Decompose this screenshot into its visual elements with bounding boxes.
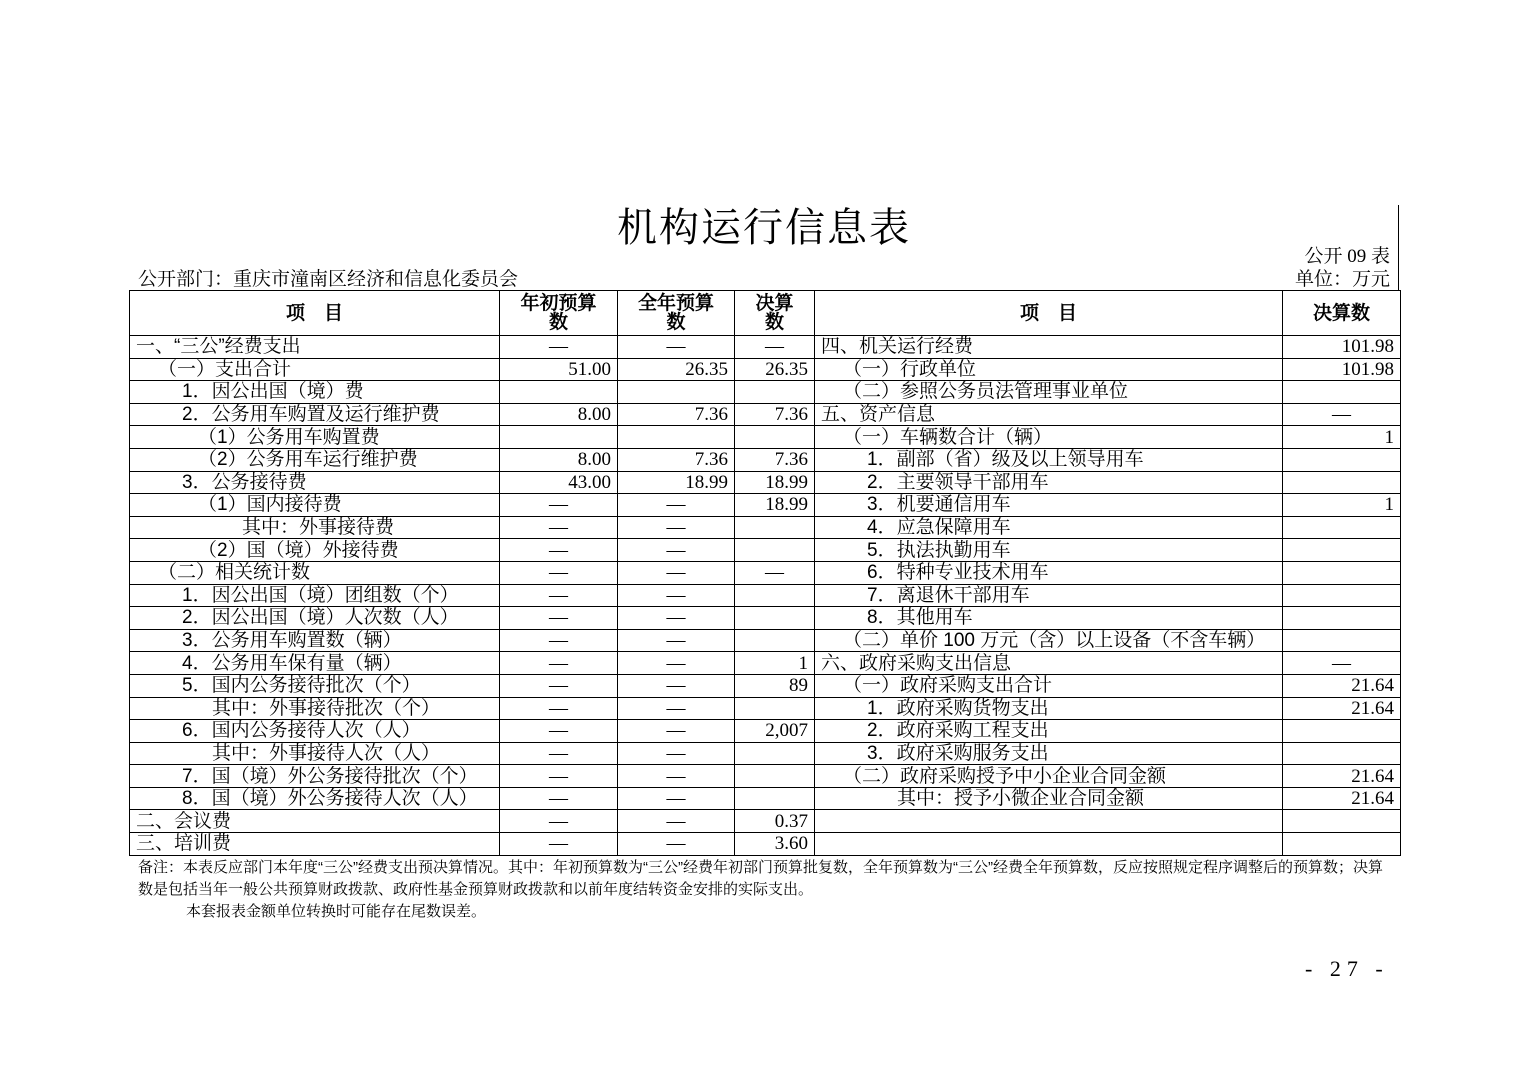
right-value-cell: [1283, 607, 1401, 630]
table-row: [130, 516, 1401, 539]
final-cell: 89: [735, 674, 815, 697]
right-item-cell: （一）政府采购支出合计: [815, 674, 1283, 697]
right-value-cell: 1: [1283, 494, 1401, 517]
table-header-row: [130, 291, 1401, 336]
right-value-cell: 21.64: [1283, 674, 1401, 697]
table-row: [130, 742, 1401, 765]
left-item-cell: 6．国内公务接待人次（人）: [130, 720, 500, 743]
final-cell: 0.37: [735, 810, 815, 833]
final-cell: —: [735, 336, 815, 359]
right-item-cell: 3．政府采购服务支出: [815, 742, 1283, 765]
right-item-cell: 2．政府采购工程支出: [815, 720, 1283, 743]
left-item-cell: 7．国（境）外公务接待批次（个）: [130, 765, 500, 788]
right-item-cell: 5．执法执勤用车: [815, 539, 1283, 562]
final-cell: [735, 426, 815, 449]
budget-initial-cell: —: [500, 742, 618, 765]
budget-initial-cell: —: [500, 652, 618, 675]
table-row: [130, 697, 1401, 720]
final-cell: [735, 765, 815, 788]
budget-initial-cell: 43.00: [500, 471, 618, 494]
left-item-cell: 8．国（境）外公务接待人次（人）: [130, 787, 500, 810]
budget-initial-cell: —: [500, 787, 618, 810]
border-line: [1398, 205, 1399, 290]
left-item-cell: （2）公务用车运行维护费: [130, 448, 500, 471]
budget-initial-cell: 8.00: [500, 448, 618, 471]
right-value-cell: [1283, 629, 1401, 652]
budget-initial-cell: 51.00: [500, 358, 618, 381]
budget-initial-cell: —: [500, 561, 618, 584]
left-item-cell: （1）公务用车购置费: [130, 426, 500, 449]
right-item-cell: （二）政府采购授予中小企业合同金额: [815, 765, 1283, 788]
header-final-label: 决算数: [755, 293, 794, 333]
table-row: [130, 561, 1401, 584]
right-value-cell: [1283, 584, 1401, 607]
table-row: [130, 833, 1401, 856]
left-item-cell: 2．公务用车购置及运行维护费: [130, 403, 500, 426]
header-final: [735, 291, 815, 336]
budget-full-cell: —: [618, 787, 735, 810]
budget-initial-cell: —: [500, 336, 618, 359]
right-item-cell: （一）行政单位: [815, 358, 1283, 381]
left-item-cell: 5．国内公务接待批次（个）: [130, 674, 500, 697]
final-cell: [735, 629, 815, 652]
right-value-cell: [1283, 720, 1401, 743]
budget-full-cell: —: [618, 539, 735, 562]
table-row: [130, 810, 1401, 833]
final-cell: [735, 584, 815, 607]
right-value-cell: 1: [1283, 426, 1401, 449]
budget-full-cell: —: [618, 494, 735, 517]
left-item-cell: 其中：外事接待费: [130, 516, 500, 539]
budget-full-cell: —: [618, 674, 735, 697]
table-row: [130, 494, 1401, 517]
right-item-cell: （二）单价 100 万元（含）以上设备（不含车辆）: [815, 629, 1283, 652]
left-item-cell: 4．公务用车保有量（辆）: [130, 652, 500, 675]
right-item-cell: （一）车辆数合计（辆）: [815, 426, 1283, 449]
left-item-cell: 1．因公出国（境）团组数（个）: [130, 584, 500, 607]
right-item-cell: 四、机关运行经费: [815, 336, 1283, 359]
table-row: [130, 629, 1401, 652]
page-title: 机构运行信息表: [617, 206, 911, 250]
right-value-cell: —: [1283, 403, 1401, 426]
budget-full-cell: [618, 426, 735, 449]
budget-full-cell: 7.36: [618, 448, 735, 471]
table-row: [130, 426, 1401, 449]
budget-initial-cell: —: [500, 697, 618, 720]
table-row: [130, 448, 1401, 471]
unit-label: 单位：万元: [1294, 269, 1390, 290]
right-item-cell: 6．特种专业技术用车: [815, 561, 1283, 584]
budget-full-cell: —: [618, 697, 735, 720]
final-cell: [735, 607, 815, 630]
budget-full-cell: —: [618, 742, 735, 765]
right-value-cell: [1283, 539, 1401, 562]
right-item-cell: 1．副部（省）级及以上领导用车: [815, 448, 1283, 471]
left-item-cell: （一）支出合计: [130, 358, 500, 381]
budget-initial-cell: —: [500, 810, 618, 833]
final-cell: [735, 787, 815, 810]
budget-full-cell: 7.36: [618, 403, 735, 426]
table-row: [130, 765, 1401, 788]
left-item-cell: （2）国（境）外接待费: [130, 539, 500, 562]
budget-initial-cell: [500, 426, 618, 449]
header-budget-initial: [500, 291, 618, 336]
left-item-cell: 3．公务用车购置数（辆）: [130, 629, 500, 652]
table-row: [130, 381, 1401, 404]
page-number: - 27 -: [1305, 956, 1389, 981]
table-row: [130, 720, 1401, 743]
budget-initial-cell: —: [500, 539, 618, 562]
right-value-cell: —: [1283, 652, 1401, 675]
final-cell: 1: [735, 652, 815, 675]
table-row: [130, 584, 1401, 607]
left-item-cell: 一、“三公”经费支出: [130, 336, 500, 359]
table-row: [130, 336, 1401, 359]
final-cell: [735, 381, 815, 404]
budget-initial-cell: 8.00: [500, 403, 618, 426]
table-row: [130, 358, 1401, 381]
right-value-cell: [1283, 381, 1401, 404]
table-row: [130, 652, 1401, 675]
budget-full-cell: —: [618, 833, 735, 856]
right-value-cell: [1283, 471, 1401, 494]
final-cell: —: [735, 561, 815, 584]
left-item-cell: 其中：外事接待批次（个）: [130, 697, 500, 720]
right-item-cell: 2．主要领导干部用车: [815, 471, 1283, 494]
right-value-cell: 21.64: [1283, 787, 1401, 810]
right-item-cell: （二）参照公务员法管理事业单位: [815, 381, 1283, 404]
left-item-cell: 3．公务接待费: [130, 471, 500, 494]
budget-full-cell: —: [618, 584, 735, 607]
final-cell: 7.36: [735, 448, 815, 471]
left-item-cell: 三、培训费: [130, 833, 500, 856]
right-value-cell: [1283, 516, 1401, 539]
budget-full-cell: —: [618, 720, 735, 743]
table-row: [130, 607, 1401, 630]
right-value-cell: 21.64: [1283, 697, 1401, 720]
right-value-cell: 21.64: [1283, 765, 1401, 788]
budget-initial-cell: —: [500, 720, 618, 743]
budget-full-cell: —: [618, 765, 735, 788]
budget-initial-cell: —: [500, 607, 618, 630]
left-item-cell: （1）国内接待费: [130, 494, 500, 517]
left-item-cell: 1．因公出国（境）费: [130, 381, 500, 404]
right-value-cell: [1283, 448, 1401, 471]
final-cell: 3.60: [735, 833, 815, 856]
final-cell: [735, 539, 815, 562]
final-cell: [735, 697, 815, 720]
rounding-note: 本套报表金额单位转换时可能存在尾数误差。: [186, 903, 487, 920]
left-item-cell: （二）相关统计数: [130, 561, 500, 584]
header-budget-full-label: 全年预算数: [637, 293, 714, 333]
right-item-cell: 8．其他用车: [815, 607, 1283, 630]
right-value-cell: [1283, 833, 1401, 856]
budget-full-cell: —: [618, 652, 735, 675]
right-item-cell: 1．政府采购货物支出: [815, 697, 1283, 720]
table-row: [130, 471, 1401, 494]
left-item-cell: 二、会议费: [130, 810, 500, 833]
final-cell: 26.35: [735, 358, 815, 381]
final-cell: 18.99: [735, 494, 815, 517]
header-final-right: 决算数: [1283, 291, 1401, 336]
table-row: [130, 674, 1401, 697]
budget-initial-cell: —: [500, 494, 618, 517]
budget-full-cell: —: [618, 561, 735, 584]
header-budget-initial-label: 年初预算数: [520, 293, 597, 333]
info-table: [129, 290, 1401, 856]
budget-initial-cell: —: [500, 833, 618, 856]
budget-full-cell: —: [618, 810, 735, 833]
header-item-right: 项 目: [815, 291, 1283, 336]
final-cell: [735, 516, 815, 539]
right-value-cell: [1283, 742, 1401, 765]
budget-initial-cell: —: [500, 674, 618, 697]
budget-initial-cell: —: [500, 765, 618, 788]
final-cell: 18.99: [735, 471, 815, 494]
form-number: 公开 09 表: [1304, 246, 1390, 267]
budget-initial-cell: [500, 381, 618, 404]
right-value-cell: 101.98: [1283, 336, 1401, 359]
budget-full-cell: 18.99: [618, 471, 735, 494]
right-value-cell: 101.98: [1283, 358, 1401, 381]
right-item-cell: 7．离退休干部用车: [815, 584, 1283, 607]
table-notes: 备注：本表反应部门本年度“三公”经费支出预决算情况。其中：年初预算数为“三公”经费年初部门预算批复数，全年预算数为“三公”经费全年预算数，反应按照规定程序调整后的预算数；决算数是包括当年一般公共预算财政拨款、政府性基金预算财政拨款和以前年度结转资金安排的实际支出。: [138, 859, 1383, 898]
right-item-cell: 其中：授予小微企业合同金额: [815, 787, 1283, 810]
right-item-cell: 六、政府采购支出信息: [815, 652, 1283, 675]
table-row: [130, 403, 1401, 426]
header-budget-full: [618, 291, 735, 336]
table-row: [130, 539, 1401, 562]
left-item-cell: 其中：外事接待人次（人）: [130, 742, 500, 765]
header-item-left: 项 目: [130, 291, 500, 336]
final-cell: 7.36: [735, 403, 815, 426]
left-item-cell: 2．因公出国（境）人次数（人）: [130, 607, 500, 630]
budget-full-cell: —: [618, 336, 735, 359]
budget-full-cell: 26.35: [618, 358, 735, 381]
department-label: 公开部门：重庆市潼南区经济和信息化委员会: [138, 269, 519, 290]
right-item-cell: [815, 833, 1283, 856]
budget-initial-cell: —: [500, 516, 618, 539]
right-value-cell: [1283, 810, 1401, 833]
final-cell: 2,007: [735, 720, 815, 743]
right-item-cell: 3．机要通信用车: [815, 494, 1283, 517]
budget-full-cell: —: [618, 516, 735, 539]
right-value-cell: [1283, 561, 1401, 584]
budget-initial-cell: —: [500, 629, 618, 652]
budget-full-cell: —: [618, 629, 735, 652]
table-row: [130, 787, 1401, 810]
right-item-cell: 五、资产信息: [815, 403, 1283, 426]
budget-full-cell: [618, 381, 735, 404]
budget-initial-cell: —: [500, 584, 618, 607]
right-item-cell: [815, 810, 1283, 833]
final-cell: [735, 742, 815, 765]
budget-full-cell: —: [618, 607, 735, 630]
right-item-cell: 4．应急保障用车: [815, 516, 1283, 539]
